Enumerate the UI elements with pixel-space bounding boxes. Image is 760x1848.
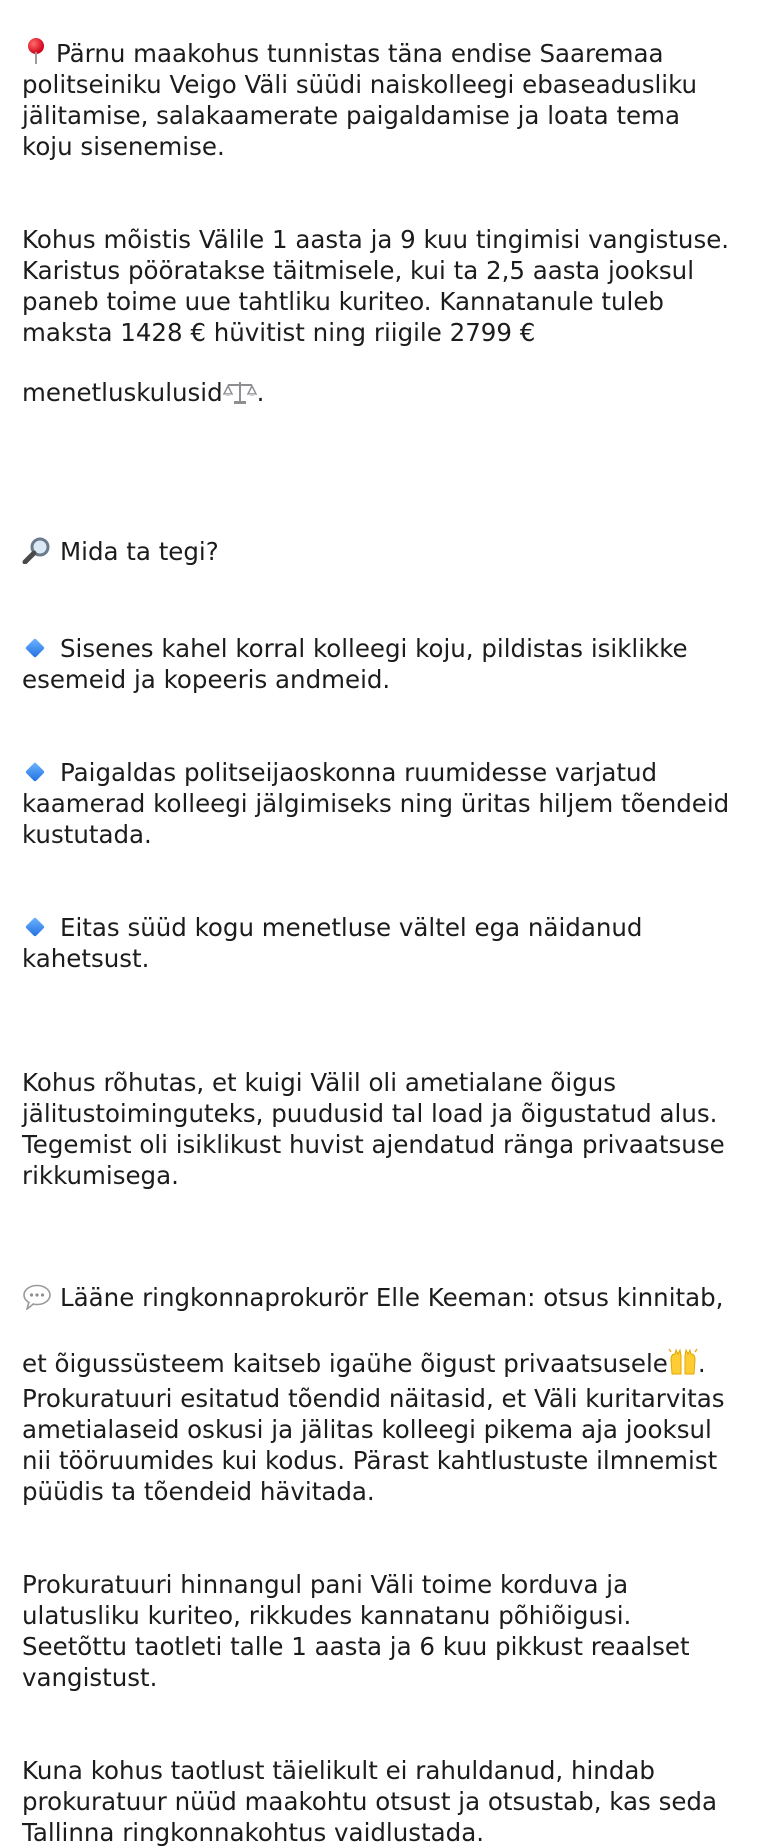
list-heading	[22, 474, 738, 571]
blue-diamond-icon	[24, 761, 46, 783]
blue-diamond-icon	[24, 637, 46, 659]
post-paragraph-court-emphasis: Kohus rõhutas, et kuigi Välil oli ametialane õigus jälitustoiminguteks, puudusid tal load ja õigustatud alus. Tegemist oli isiklikust huvist ajendatud ränga privaatsuse rikkumisega.	[22, 1068, 725, 1190]
balance-scale-icon	[223, 348, 257, 412]
magnifying-glass-icon	[22, 505, 52, 571]
sentence-text: Kohus mõistis Välile 1 aasta ja 9 kuu tingimisi vangistuse. Karistus pööratakse täitmisele, kui ta 2,5 aasta jooksul paneb toime uue tahtliku kuriteo. Kannatanule tuleb maksta 1428 € hüvitist ning riigile 2799 € menetluskulusid	[22, 225, 730, 407]
post-paragraph-prosecutor-quote: Lääne ringkonnaprokurör Elle Keeman: otsus kinnitab, et õigussüsteem kaitseb igaühe õigust privaatsusele . Prokuratuuri esitatud tõendid näitasid, et Väli kuritarvitas ametialaseid oskusi ja jälitas kolleegi pikema aja jooksul nii tööruumides kui kodus. Pärast kahtlustuste ilmnemist püüdis ta tõendeid hävitada.	[22, 1222, 738, 1507]
raising-hands-icon	[668, 1317, 698, 1383]
round-pushpin-icon	[22, 37, 50, 65]
list-item: Paigaldas politseijaoskonna ruumidesse varjatud kaamerad kolleegi jälgimiseks ning üritas hiljem tõendeid kustutada.	[22, 758, 730, 849]
intro-text: Pärnu maakohus tunnistas täna endise Saaremaa politseiniku Veigo Väli süüdi naiskolleegi ebaseadusliku jälitamise, salakaamerate paigaldamise ja loata tema koju sisenemise.	[22, 39, 698, 161]
post-paragraph-sentence: Kohus mõistis Välile 1 aasta ja 9 kuu tingimisi vangistuse. Karistus pööratakse täitmisele, kui ta 2,5 aasta jooksul paneb toime uue tahtliku kuriteo. Kannatanule tuleb maksta 1428 € hüvitist ning riigile 2799 € menetluskulusid .	[22, 193, 738, 412]
post-paragraph-prosecution-assessment: Prokuratuuri hinnangul pani Väli toime korduva ja ulatusliku kuriteo, rikkudes kannatanu põhiõigusi. Seetõttu taotleti talle 1 aasta ja 6 kuu pikkust reaalset vangistust.	[22, 1570, 690, 1692]
list-item: Eitas süüd kogu menetluse vältel ega näidanud kahetsust.	[22, 913, 643, 973]
blue-diamond-icon	[24, 916, 46, 938]
list-item: Sisenes kahel korral kolleegi koju, pildistas isiklikke esemeid ja kopeeris andmeid.	[22, 634, 688, 694]
post-list-section	[22, 443, 738, 1005]
post-paragraph-conclusion: Kuna kohus taotlust täielikult ei rahuldanud, hindab prokuratuur nüüd maakohtu otsust ja otsustab, kas seda Tallinna ringkonnakohtus vaidlustada.	[22, 1756, 717, 1847]
speech-balloon-icon	[22, 1253, 52, 1317]
post-paragraph-intro	[22, 6, 738, 162]
list-heading-text: Mida ta tegi?	[60, 537, 219, 566]
